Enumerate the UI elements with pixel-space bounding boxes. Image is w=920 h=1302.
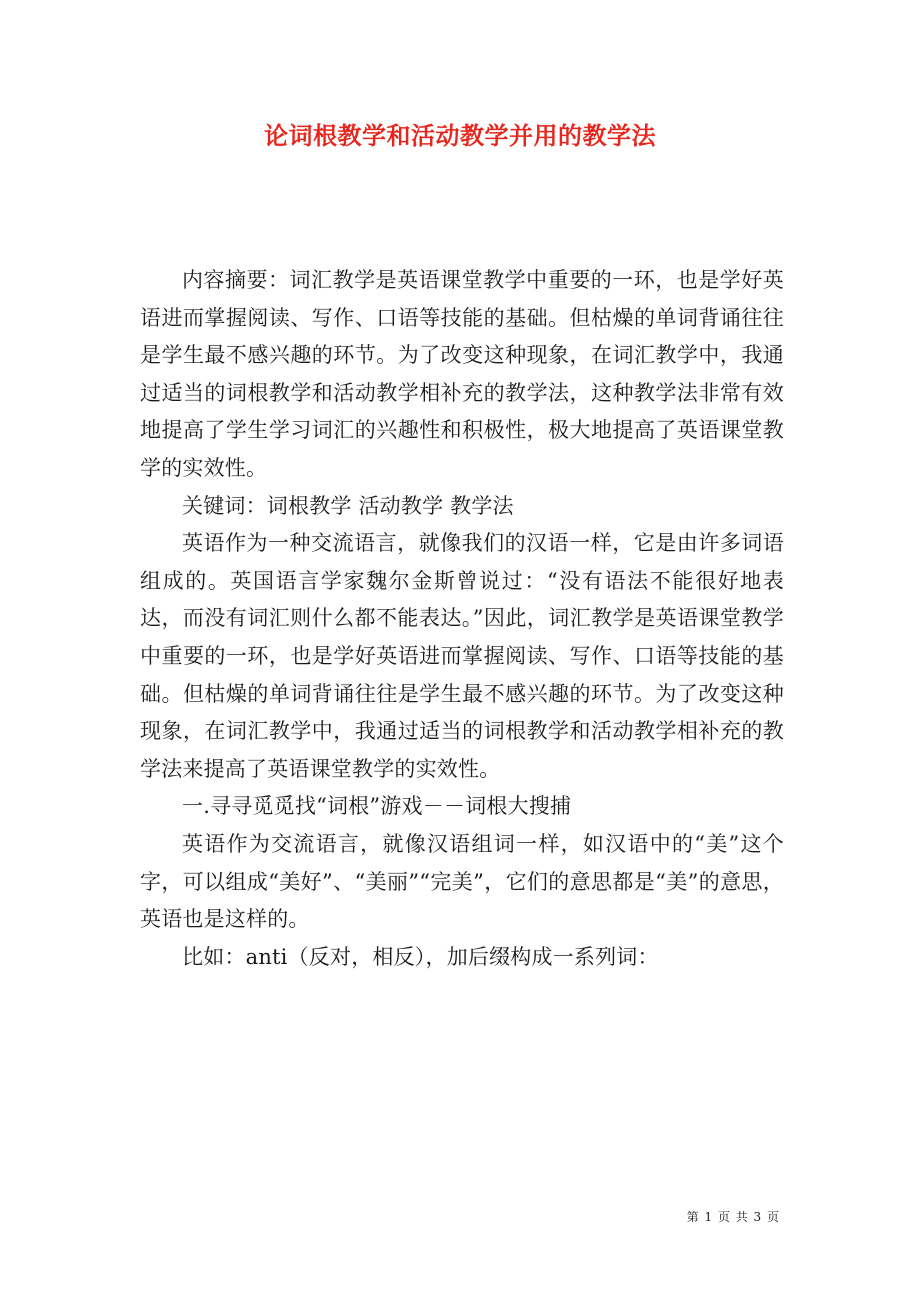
abstract-paragraph: 内容摘要：词汇教学是英语课堂教学中重要的一环，也是学好英语进而掌握阅读、写作、口语等技能的基础。但枯燥的单词背诵往往是学生最不感兴趣的环节。为了改变这种现象，在词汇教学中，我通过适当的词根教学和活动教学相补充的教学法，这种教学法非常有效地提高了学生学习词汇的兴趣性和积极性，极大地提高了英语课堂教学的实效性。 <box>140 268 784 480</box>
body-paragraph: 比如：anti（反对，相反），加后缀构成一系列词： <box>182 944 659 969</box>
section-heading: 一.寻寻觅觅找“词根”游戏－－词根大搜捕 <box>182 794 572 819</box>
body-paragraph: 英语作为交流语言，就像汉语组词一样，如汉语中的“美”这个字，可以组成“美好”、“美丽”“完美”，它们的意思都是“美”的意思，英语也是这样的。 <box>140 831 784 932</box>
page-number: 第 1 页 共 3 页 <box>686 1210 780 1224</box>
document-title: 论词根教学和活动教学并用的教学法 <box>264 121 656 150</box>
document-body <box>140 262 784 976</box>
keywords-paragraph: 关键词：词根教学 活动教学 教学法 <box>182 493 514 518</box>
intro-paragraph: 英语作为一种交流语言，就像我们的汉语一样，它是由许多词语组成的。英国语言学家魏尔金斯曾说过：“没有语法不能很好地表达，而没有词汇则什么都不能表达。”因此，词汇教学是英语课堂教学中重要的一环，也是学好英语进而掌握阅读、写作、口语等技能的基础。但枯燥的单词背诵往往是学生最不感兴趣的环节。为了改变这种现象，在词汇教学中，我通过适当的词根教学和活动教学相补充的教学法来提高了英语课堂教学的实效性。 <box>140 531 784 781</box>
